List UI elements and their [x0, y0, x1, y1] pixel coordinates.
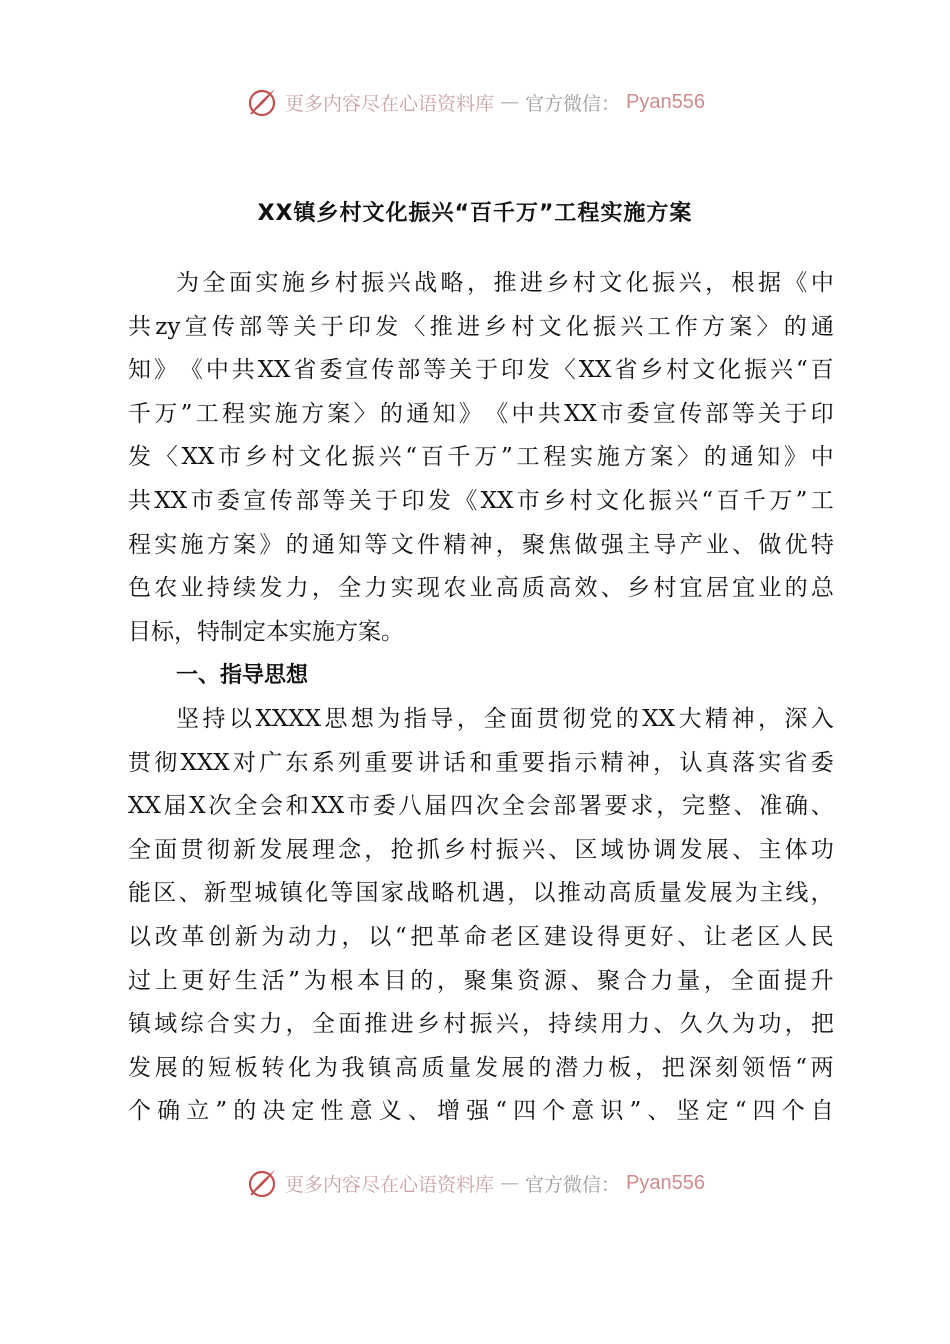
paragraph-1-line: 色 农 业 持 续 发 力 ， 全 力 实 现 农 业 高 质 高 效 、 乡 村 宜 居 宜 业 的 总 [128, 575, 834, 602]
watermark-wechat-id: Pyan556 [626, 90, 705, 113]
paragraph-2-line: 全 面 贯 彻 新 发 展 理 念 ， 抢 抓 乡 村 振 兴 、 区 域 协 调 发 展 、 主 体 功 [128, 836, 834, 863]
watermark-brand-text: 更多内容尽在心语资料库 [285, 1173, 495, 1196]
paragraph-1-line: 共 zy 宣 传 部 等 关 于 印 发 〈 推 进 乡 村 文 化 振 兴 工 作 方 案 〉 的 通 [128, 313, 834, 340]
paragraph-2-line: 发 展 的 短 板 转 化 为 我 镇 高 质 量 发 展 的 潜 力 板 ， 把 深 刻 领 悟 “ 两 [128, 1054, 834, 1081]
header-watermark [0, 82, 950, 122]
paragraph-2-line: XX 届 X 次 全 会 和 XX 市 委 八 届 四 次 全 会 部 署 要 求 ， 完 整 、 准 确 、 [128, 793, 834, 820]
quill-seal-icon [245, 1166, 279, 1200]
watermark-separator: — [500, 91, 520, 113]
paragraph-1-line: 为 全 面 实 施 乡 村 振 兴 战 略 ， 推 进 乡 村 文 化 振 兴 ， 根 据 《 中 [176, 270, 834, 296]
paragraph-1-line: 目标，特制定本实施方案。 [128, 618, 404, 645]
quill-seal-icon [245, 85, 279, 119]
paragraph-1-line: 千 万 ” 工 程 实 施 方 案 〉 的 通 知 》 《 中 共 XX 市 委 宣 传 部 等 关 于 印 [128, 400, 834, 427]
paragraph-2-line: 过 上 更 好 生 活 ” 为 根 本 目 的 ， 聚 集 资 源 、 聚 合 力 量 ， 全 面 提 升 [128, 967, 834, 994]
paragraph-2-line: 镇 域 综 合 实 力 ， 全 面 推 进 乡 村 振 兴 ， 持 续 用 力 、 久 久 为 功 ， 把 [128, 1011, 834, 1038]
document-title: XX镇乡村文化振兴“百千万”工程实施方案 [257, 201, 693, 226]
watermark-separator: — [500, 1172, 520, 1194]
document-body [128, 262, 834, 1134]
paragraph-2-line: 贯 彻 XXX 对 广 东 系 列 重 要 讲 话 和 重 要 指 示 精 神 ， 认 真 落 实 省 委 [128, 749, 834, 776]
paragraph-2-line: 以 改 革 创 新 为 动 力 ， 以 “ 把 革 命 老 区 建 设 得 更 好 、 让 老 区 人 民 [128, 923, 834, 950]
paragraph-1-line: 发 〈 XX 市 乡 村 文 化 振 兴 “ 百 千 万 ” 工 程 实 施 方 案 〉 的 通 知 》 中 [128, 444, 834, 471]
footer-watermark [0, 1163, 950, 1203]
paragraph-1-line: 程 实 施 方 案 》 的 通 知 等 文 件 精 神 ， 聚 焦 做 强 主 导 产 业 、 做 优 特 [128, 531, 834, 558]
paragraph-2-line: 坚 持 以 XXXX 思 想 为 指 导 ， 全 面 贯 彻 党 的 XX 大 精 神 ， 深 入 [176, 705, 834, 732]
paragraph-1-line: 知 》 《 中 共 XX 省 委 宣 传 部 等 关 于 印 发 〈 XX 省 乡 村 文 化 振 兴 “ 百 [128, 357, 834, 384]
paragraph-2-line: 个 确 立 ” 的 决 定 性 意 义 、 增 强 “ 四 个 意 识 ” 、 坚 定 “ 四 个 自 [128, 1098, 834, 1125]
watermark-official-label: 官方微信： [525, 1173, 621, 1196]
section-heading-guiding-ideology: 一、指导思想 [176, 663, 309, 689]
watermark-official-label: 官方微信： [525, 92, 621, 115]
watermark-wechat-id: Pyan556 [626, 1171, 705, 1194]
paragraph-1-line: 共 XX 市 委 宣 传 部 等 关 于 印 发 《 XX 市 乡 村 文 化 振 兴 “ 百 千 万 ” 工 [128, 487, 834, 514]
watermark-brand-text: 更多内容尽在心语资料库 [285, 92, 495, 115]
paragraph-2-line: 能 区 、 新 型 城 镇 化 等 国 家 战 略 机 遇 ， 以 推 动 高 质 量 发 展 为 主 线 ， [128, 880, 834, 907]
